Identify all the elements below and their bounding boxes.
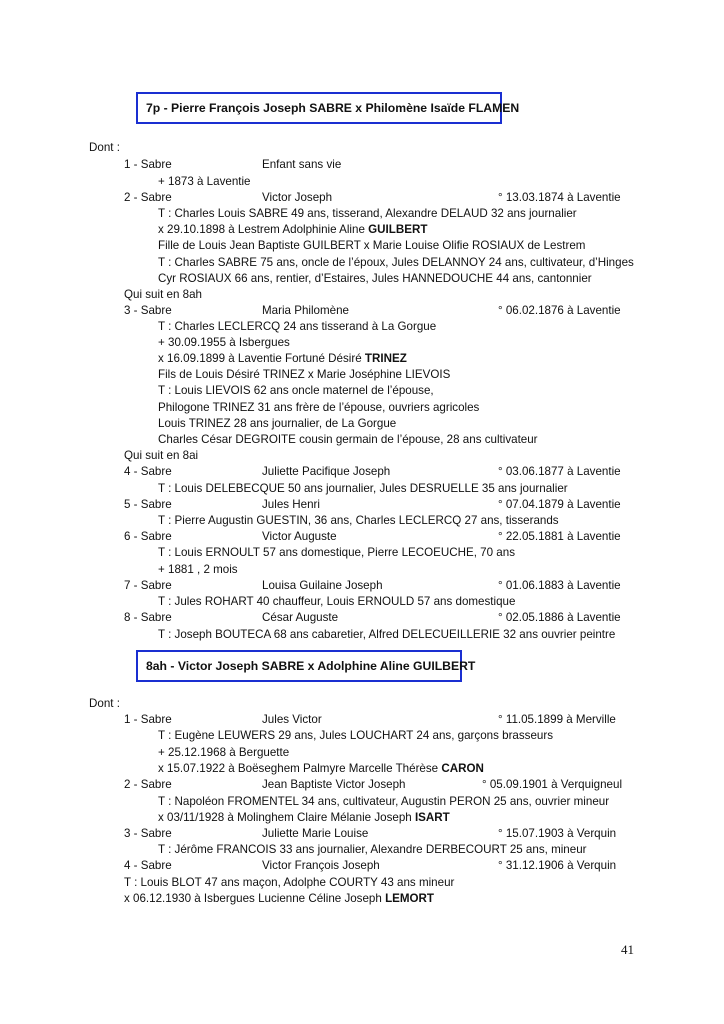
child-detail: T : Louis BLOT 47 ans maçon, Adolphe COURTY 43 ans mineur: [124, 876, 455, 889]
marriage-line: x 29.10.1898 à Lestrem Adolphinie Aline GUILBERT: [158, 223, 428, 236]
child-detail: T : Louis ERNOULT 57 ans domestique, Pierre LECOEUCHE, 70 ans: [158, 546, 515, 559]
child-birth-date: ° 05.09.1901 à Verquigneul: [482, 778, 623, 791]
child-birth-date: ° 31.12.1906 à Verquin: [498, 859, 617, 872]
child-birth-date: ° 06.02.1876 à Laventie: [498, 304, 621, 317]
child-detail: T : Pierre Augustin GUESTIN, 36 ans, Charles LECLERCQ 27 ans, tisserands: [158, 514, 559, 527]
spouse-surname: CARON: [441, 762, 484, 775]
child-detail: T : Joseph BOUTECA 68 ans cabaretier, Alfred DELECUEILLERIE 32 ans ouvrier peintre: [158, 628, 616, 641]
child-detail: Charles César DEGROITE cousin germain de l’épouse, 28 ans cultivateur: [158, 433, 538, 446]
marriage-line: x 06.12.1930 à Isbergues Lucienne Céline Joseph LEMORT: [124, 892, 435, 905]
child-number: 4 - Sabre: [124, 465, 172, 478]
child-number: 2 - Sabre: [124, 191, 172, 204]
child-detail: + 1873 à Laventie: [158, 175, 251, 188]
child-number: 3 - Sabre: [124, 827, 172, 840]
child-detail: + 25.12.1968 à Berguette: [158, 746, 290, 759]
child-detail: T : Charles LECLERCQ 24 ans tisserand à La Gorgue: [158, 320, 437, 333]
spouse-surname: TRINEZ: [364, 352, 407, 365]
child-number: 8 - Sabre: [124, 611, 172, 624]
child-name: Enfant sans vie: [262, 158, 342, 171]
marriage-line: x 16.09.1899 à Laventie Fortuné Désiré TRINEZ: [158, 352, 407, 365]
child-detail: Cyr ROSIAUX 66 ans, rentier, d’Estaires, Jules HANNEDOUCHE 44 ans, cantonnier: [158, 272, 592, 285]
child-birth-date: ° 15.07.1903 à Verquin: [498, 827, 617, 840]
marriage-line: x 15.07.1922 à Boëseghem Palmyre Marcelle Thérèse CARON: [158, 762, 484, 775]
follow-reference: Qui suit en 8ai: [124, 449, 199, 462]
child-detail: Philogone TRINEZ 31 ans frère de l’épouse, ouvriers agricoles: [158, 401, 480, 414]
child-detail: T : Charles SABRE 75 ans, oncle de l’époux, Jules DELANNOY 24 ans, cultivateur, d’Hinges: [158, 256, 634, 269]
child-number: 4 - Sabre: [124, 859, 172, 872]
child-birth-date: ° 22.05.1881 à Laventie: [498, 530, 621, 543]
section-7p-heading: 7p - Pierre François Joseph SABRE x Philomène Isaïde FLAMEN: [136, 92, 502, 124]
child-name: Juliette Pacifique Joseph: [262, 465, 391, 478]
marriage-line: x 03/11/1928 à Molinghem Claire Mélanie Joseph ISART: [158, 811, 450, 824]
child-name: Jules Victor: [262, 713, 322, 726]
child-number: 2 - Sabre: [124, 778, 172, 791]
child-birth-date: ° 01.06.1883 à Laventie: [498, 579, 621, 592]
child-birth-date: ° 11.05.1899 à Merville: [498, 713, 616, 726]
child-name: Jules Henri: [262, 498, 320, 511]
child-name: Louisa Guilaine Joseph: [262, 579, 383, 592]
child-name: Maria Philomène: [262, 304, 349, 317]
child-detail: T : Charles Louis SABRE 49 ans, tisserand, Alexandre DELAUD 32 ans journalier: [158, 207, 577, 220]
child-name: Victor François Joseph: [262, 859, 380, 872]
child-number: 1 - Sabre: [124, 713, 172, 726]
child-detail: Louis TRINEZ 28 ans journalier, de La Gorgue: [158, 417, 397, 430]
child-name: Juliette Marie Louise: [262, 827, 369, 840]
child-name: César Auguste: [262, 611, 339, 624]
child-number: 7 - Sabre: [124, 579, 172, 592]
child-detail: T : Napoléon FROMENTEL 34 ans, cultivateur, Augustin PERON 25 ans, ouvrier mineur: [158, 795, 610, 808]
child-number: 1 - Sabre: [124, 158, 172, 171]
child-detail: T : Eugène LEUWERS 29 ans, Jules LOUCHART 24 ans, garçons brasseurs: [158, 729, 554, 742]
dont-label: Dont :: [89, 697, 120, 710]
child-birth-date: ° 02.05.1886 à Laventie: [498, 611, 621, 624]
child-detail: T : Jérôme FRANCOIS 33 ans journalier, Alexandre DERBECOURT 25 ans, mineur: [158, 843, 587, 856]
spouse-surname: ISART: [414, 811, 450, 824]
child-name: Victor Auguste: [262, 530, 337, 543]
spouse-surname: LEMORT: [385, 892, 435, 905]
child-name: Jean Baptiste Victor Joseph: [262, 778, 406, 791]
child-number: 6 - Sabre: [124, 530, 172, 543]
child-detail: Fille de Louis Jean Baptiste GUILBERT x Marie Louise Olifie ROSIAUX de Lestrem: [158, 239, 586, 252]
child-number: 3 - Sabre: [124, 304, 172, 317]
section-8ah-heading: 8ah - Victor Joseph SABRE x Adolphine Aline GUILBERT: [136, 650, 462, 682]
page-number: 41: [621, 942, 634, 957]
child-detail: T : Louis DELEBECQUE 50 ans journalier, Jules DESRUELLE 35 ans journalier: [158, 482, 568, 495]
child-detail: T : Jules ROHART 40 chauffeur, Louis ERNOULD 57 ans domestique: [158, 595, 516, 608]
child-number: 5 - Sabre: [124, 498, 172, 511]
child-birth-date: ° 13.03.1874 à Laventie: [498, 191, 621, 204]
dont-label: Dont :: [89, 141, 120, 154]
child-birth-date: ° 03.06.1877 à Laventie: [498, 465, 621, 478]
child-detail: T : Louis LIEVOIS 62 ans oncle maternel de l’épouse,: [158, 384, 434, 397]
child-name: Victor Joseph: [262, 191, 333, 204]
follow-reference: Qui suit en 8ah: [124, 288, 202, 301]
child-detail: Fils de Louis Désiré TRINEZ x Marie Joséphine LIEVOIS: [158, 368, 451, 381]
child-detail: + 30.09.1955 à Isbergues: [158, 336, 290, 349]
child-birth-date: ° 07.04.1879 à Laventie: [498, 498, 621, 511]
child-detail: + 1881 , 2 mois: [158, 563, 238, 576]
spouse-surname: GUILBERT: [368, 223, 428, 236]
